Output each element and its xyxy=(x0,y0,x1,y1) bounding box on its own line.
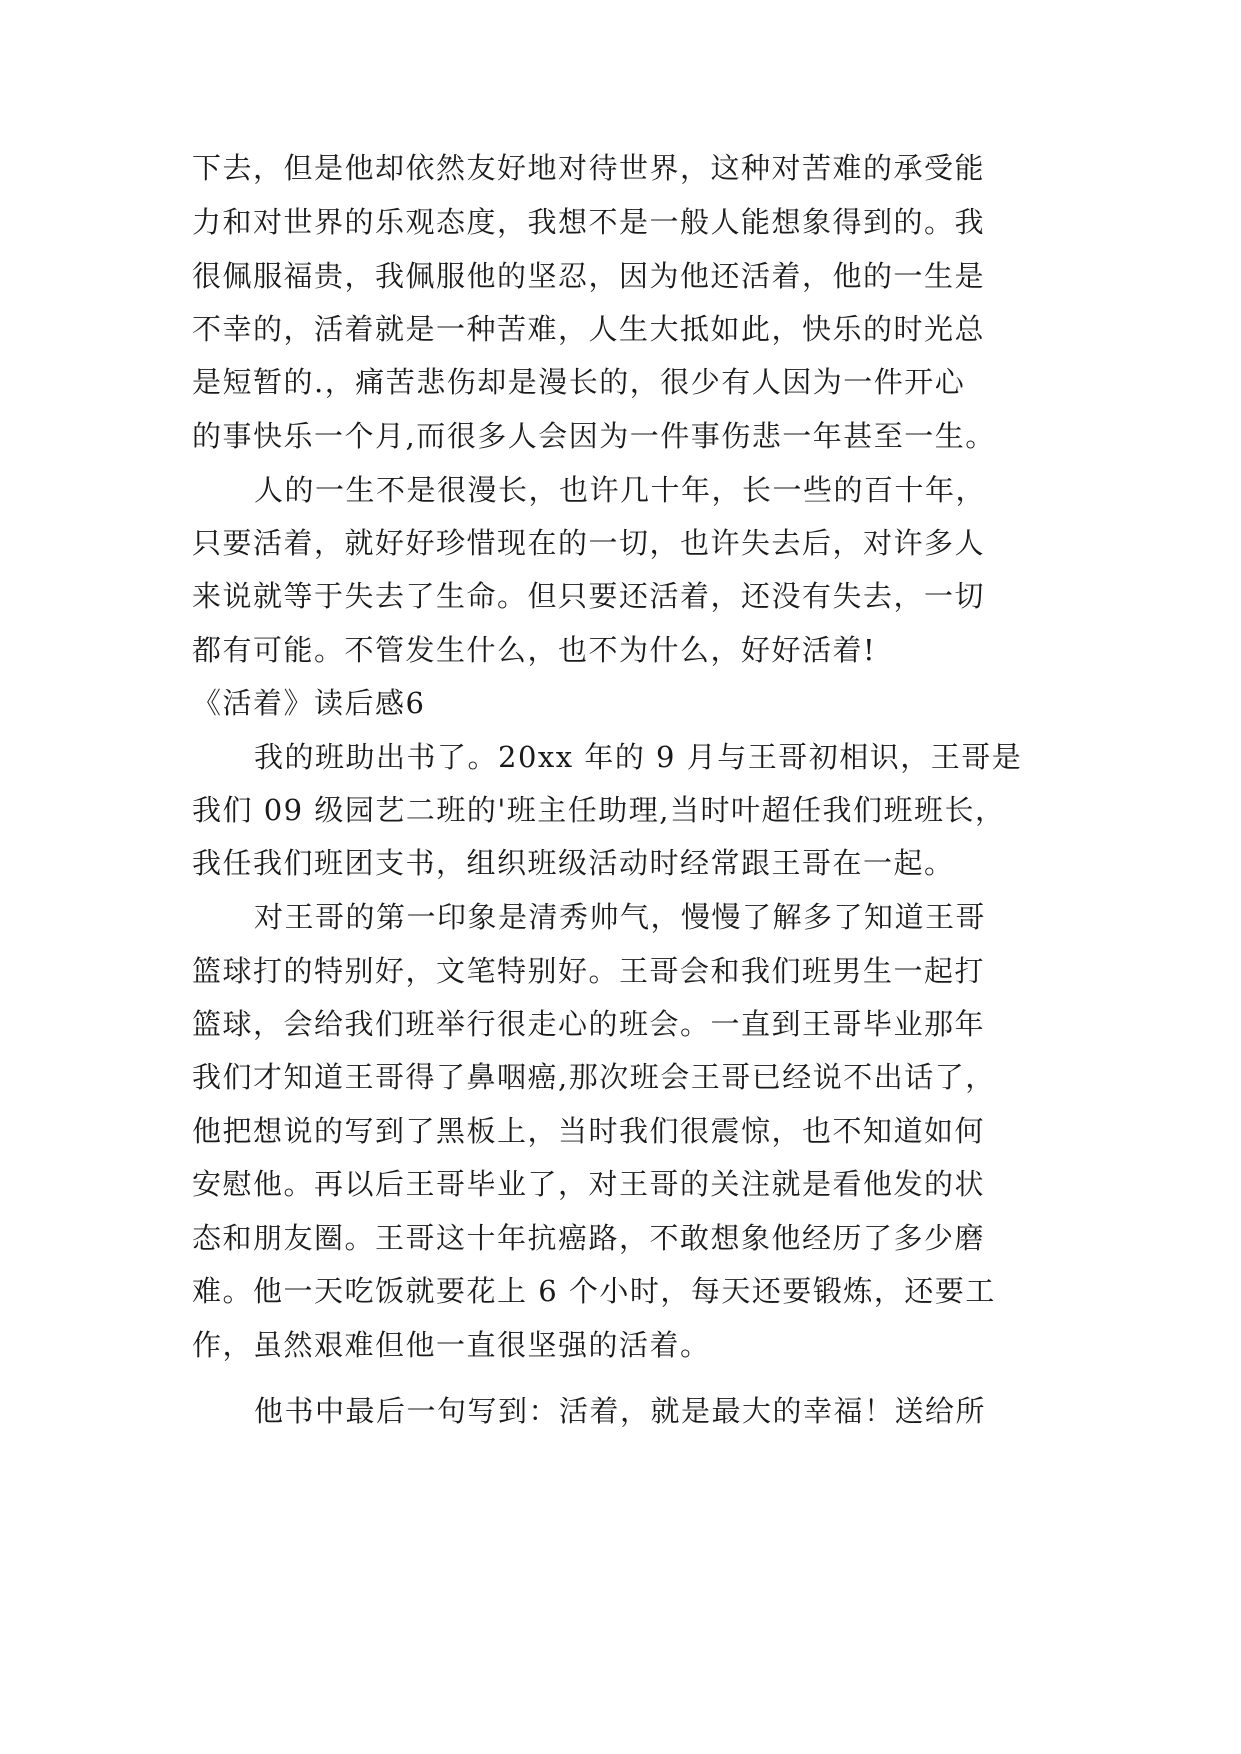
text-line: 很佩服福贵，我佩服他的坚忍，因为他还活着，他的一生是 xyxy=(192,259,986,293)
text-line: 我们才知道王哥得了鼻咽癌,那次班会王哥已经说不出话了， xyxy=(192,1060,996,1094)
text-line: 是短暂的.，痛苦悲伤却是漫长的，很少有人因为一件开心 xyxy=(192,365,966,399)
paragraph-first-line: 人的一生不是很漫长，也许几十年，长一些的百十年， xyxy=(254,473,987,507)
text-line: 难。他一天吃饭就要花上 6 个小时，每天还要锻炼，还要工 xyxy=(192,1274,996,1308)
text-line: 态和朋友圈。王哥这十年抗癌路，不敢想象他经历了多少磨 xyxy=(192,1221,986,1255)
paragraph-first-line: 对王哥的第一印象是清秀帅气，慢慢了解多了知道王哥 xyxy=(254,900,987,934)
text-line: 篮球打的特别好，文笔特别好。王哥会和我们班男生一起打 xyxy=(192,954,986,988)
text-line: 下去，但是他却依然友好地对待世界，这种对苦难的承受能 xyxy=(192,151,986,185)
paragraph-first-line: 他书中最后一句写到：活着，就是最大的幸福！送给所 xyxy=(254,1394,987,1428)
text-line: 力和对世界的乐观态度，我想不是一般人能想象得到的。我 xyxy=(192,205,986,239)
text-line: 他把想说的写到了黑板上，当时我们很震惊，也不知道如何 xyxy=(192,1114,986,1148)
text-line: 我们 09 级园艺二班的'班主任助理,当时叶超任我们班班长， xyxy=(192,793,1006,827)
text-line: 只要活着，就好好珍惜现在的一切，也许失去后，对许多人 xyxy=(192,526,986,560)
text-line: 的事快乐一个月,而很多人会因为一件事伤悲一年甚至一生。 xyxy=(192,419,996,453)
paragraph-first-line: 我的班助出书了。20xx 年的 9 月与王哥初相识，王哥是 xyxy=(254,740,1023,774)
text-line: 不幸的，活着就是一种苦难，人生大抵如此，快乐的时光总 xyxy=(192,312,986,346)
text-line: 作，虽然艰难但他一直很坚强的活着。 xyxy=(192,1328,711,1362)
text-line: 来说就等于失去了生命。但只要还活着，还没有失去，一切 xyxy=(192,579,986,613)
section-heading: 《活着》读后感6 xyxy=(192,686,426,720)
text-line: 安慰他。再以后王哥毕业了，对王哥的关注就是看他发的状 xyxy=(192,1167,986,1201)
text-line: 我任我们班团支书，组织班级活动时经常跟王哥在一起。 xyxy=(192,846,955,880)
text-line: 篮球，会给我们班举行很走心的班会。一直到王哥毕业那年 xyxy=(192,1007,986,1041)
text-line: 都有可能。不管发生什么，也不为什么，好好活着! xyxy=(192,633,877,667)
